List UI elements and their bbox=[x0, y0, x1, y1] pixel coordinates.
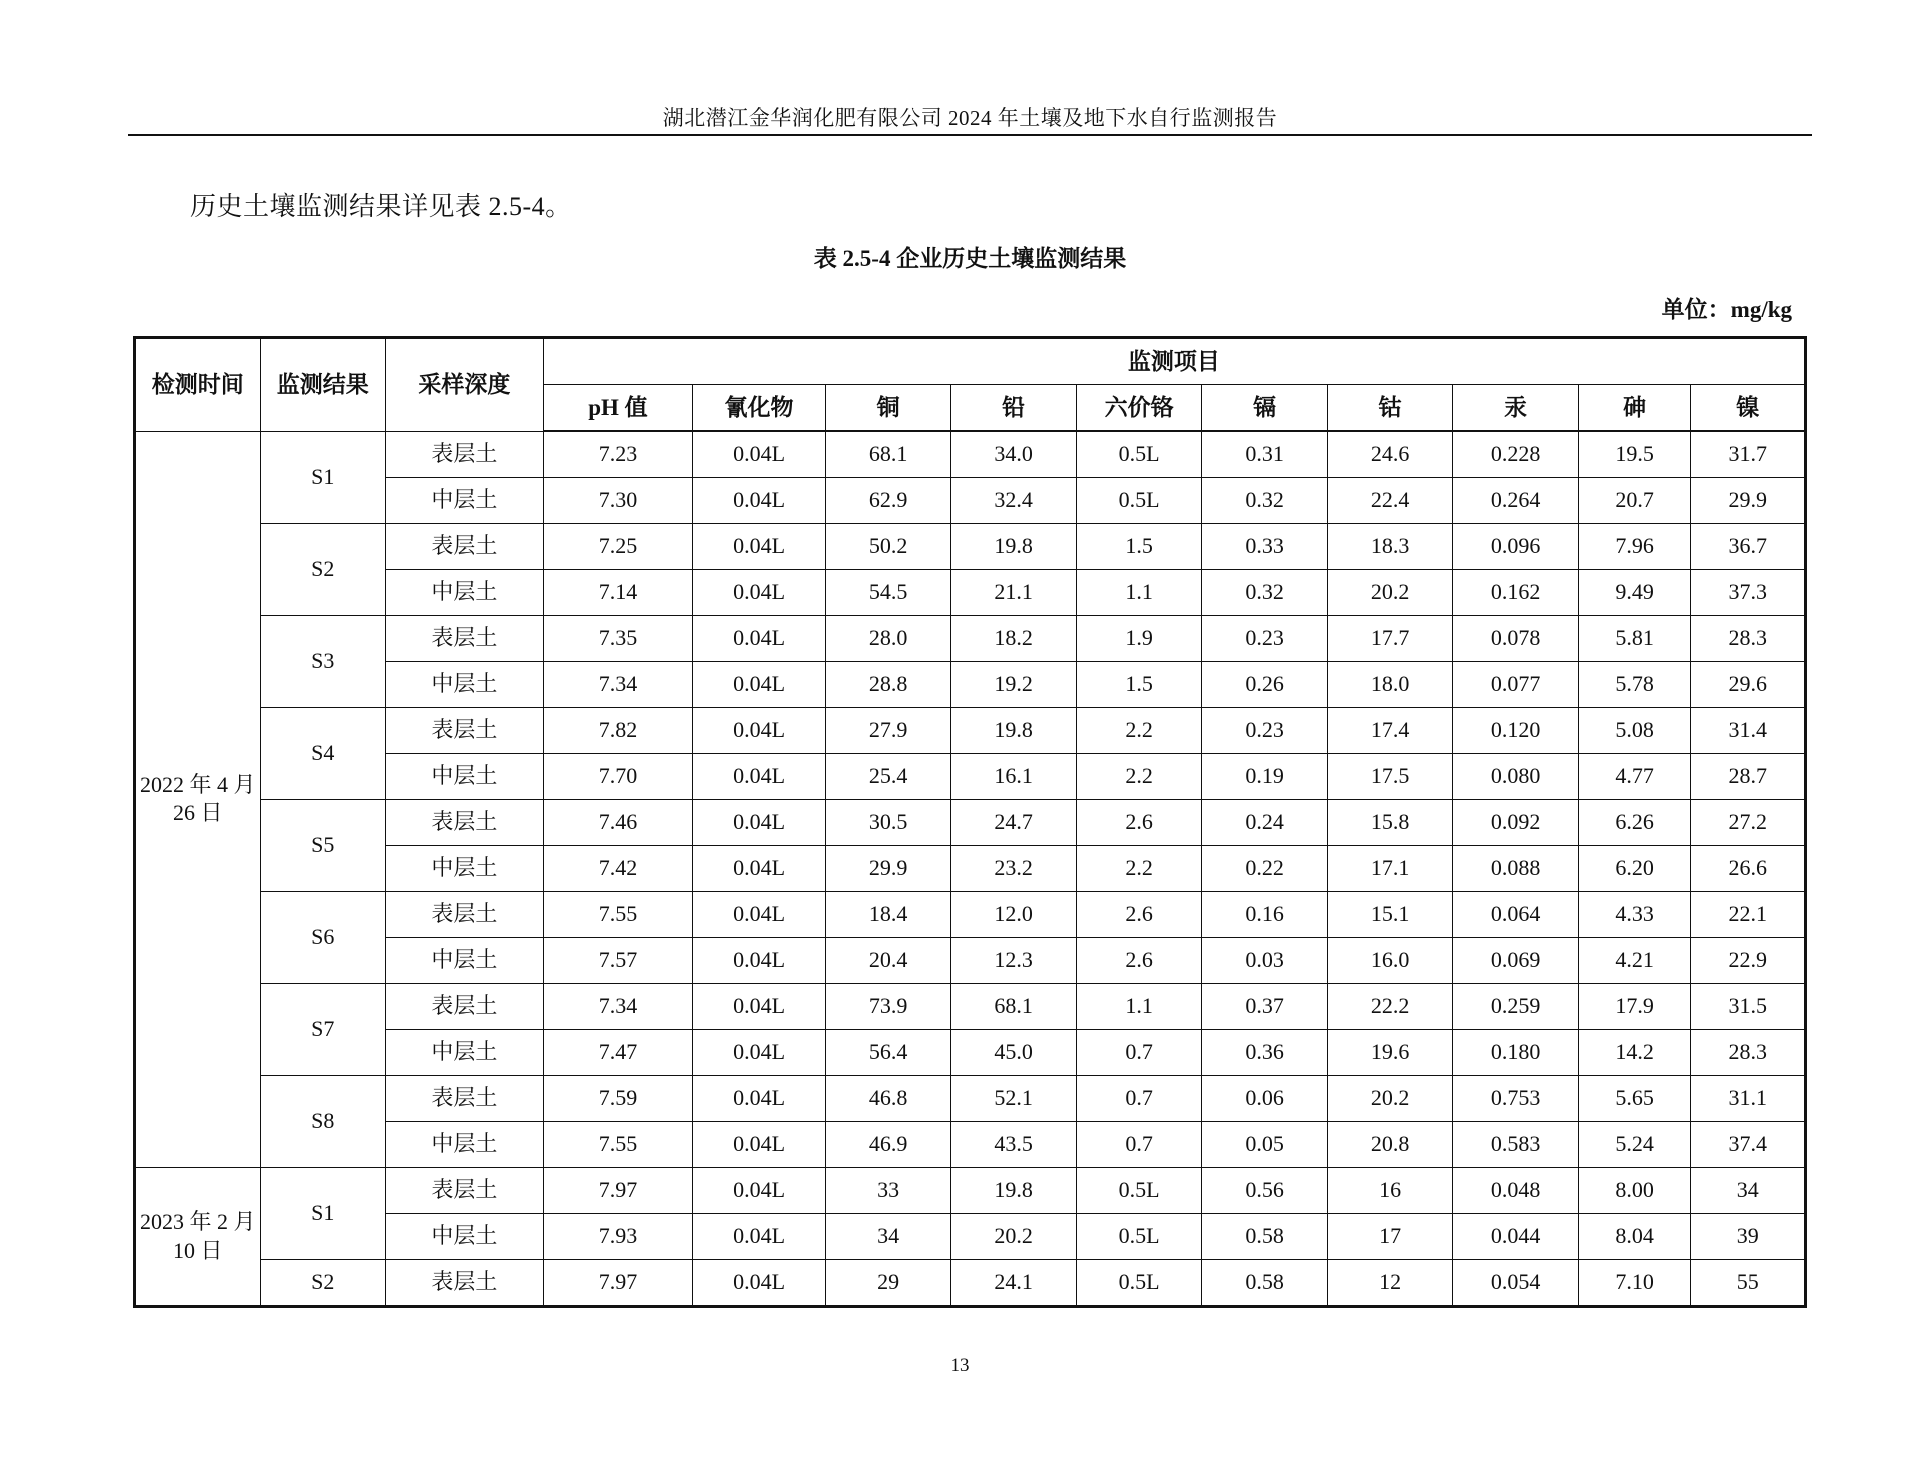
header-result: 监测结果 bbox=[260, 338, 386, 432]
value-cell: 31.1 bbox=[1691, 1076, 1806, 1122]
value-cell: 0.56 bbox=[1202, 1168, 1328, 1214]
value-cell: 28.0 bbox=[825, 616, 951, 662]
date-cell: 2022 年 4 月 26 日 bbox=[135, 431, 261, 1168]
value-cell: 7.35 bbox=[543, 616, 693, 662]
value-cell: 8.04 bbox=[1578, 1214, 1690, 1260]
value-cell: 2.2 bbox=[1076, 754, 1202, 800]
depth-cell: 中层土 bbox=[386, 662, 544, 708]
table-row bbox=[135, 754, 1806, 800]
value-cell: 55 bbox=[1691, 1260, 1806, 1307]
table-row bbox=[135, 431, 1806, 478]
value-cell: 73.9 bbox=[825, 984, 951, 1030]
value-cell: 0.069 bbox=[1453, 938, 1579, 984]
value-cell: 0.264 bbox=[1453, 478, 1579, 524]
value-cell: 0.7 bbox=[1076, 1122, 1202, 1168]
value-cell: 15.8 bbox=[1327, 800, 1453, 846]
header-nickel: 镍 bbox=[1691, 385, 1806, 432]
value-cell: 16 bbox=[1327, 1168, 1453, 1214]
table-row bbox=[135, 1076, 1806, 1122]
table-row bbox=[135, 524, 1806, 570]
value-cell: 18.4 bbox=[825, 892, 951, 938]
value-cell: 7.34 bbox=[543, 984, 693, 1030]
site-cell: S8 bbox=[260, 1076, 386, 1168]
value-cell: 36.7 bbox=[1691, 524, 1806, 570]
value-cell: 0.5L bbox=[1076, 1168, 1202, 1214]
value-cell: 20.2 bbox=[1327, 1076, 1453, 1122]
value-cell: 5.78 bbox=[1578, 662, 1690, 708]
value-cell: 1.9 bbox=[1076, 616, 1202, 662]
value-cell: 29.6 bbox=[1691, 662, 1806, 708]
value-cell: 27.2 bbox=[1691, 800, 1806, 846]
value-cell: 0.26 bbox=[1202, 662, 1328, 708]
value-cell: 22.9 bbox=[1691, 938, 1806, 984]
value-cell: 0.048 bbox=[1453, 1168, 1579, 1214]
value-cell: 29 bbox=[825, 1260, 951, 1307]
value-cell: 0.5L bbox=[1076, 1214, 1202, 1260]
value-cell: 0.04L bbox=[693, 570, 826, 616]
value-cell: 0.04L bbox=[693, 1214, 826, 1260]
table-row bbox=[135, 1168, 1806, 1214]
value-cell: 0.04L bbox=[693, 708, 826, 754]
value-cell: 7.97 bbox=[543, 1260, 693, 1307]
value-cell: 6.26 bbox=[1578, 800, 1690, 846]
depth-cell: 中层土 bbox=[386, 1214, 544, 1260]
value-cell: 7.30 bbox=[543, 478, 693, 524]
site-cell: S5 bbox=[260, 800, 386, 892]
value-cell: 62.9 bbox=[825, 478, 951, 524]
table-row bbox=[135, 616, 1806, 662]
value-cell: 0.092 bbox=[1453, 800, 1579, 846]
depth-cell: 表层土 bbox=[386, 431, 544, 478]
value-cell: 7.96 bbox=[1578, 524, 1690, 570]
value-cell: 12 bbox=[1327, 1260, 1453, 1307]
value-cell: 0.583 bbox=[1453, 1122, 1579, 1168]
value-cell: 7.42 bbox=[543, 846, 693, 892]
value-cell: 12.3 bbox=[951, 938, 1077, 984]
value-cell: 0.04L bbox=[693, 1168, 826, 1214]
header-time: 检测时间 bbox=[135, 338, 261, 432]
value-cell: 0.088 bbox=[1453, 846, 1579, 892]
value-cell: 17.9 bbox=[1578, 984, 1690, 1030]
value-cell: 28.3 bbox=[1691, 616, 1806, 662]
depth-cell: 表层土 bbox=[386, 616, 544, 662]
value-cell: 45.0 bbox=[951, 1030, 1077, 1076]
value-cell: 26.6 bbox=[1691, 846, 1806, 892]
table-row bbox=[135, 478, 1806, 524]
value-cell: 19.8 bbox=[951, 524, 1077, 570]
header-arsenic: 砷 bbox=[1578, 385, 1690, 432]
value-cell: 0.078 bbox=[1453, 616, 1579, 662]
value-cell: 5.81 bbox=[1578, 616, 1690, 662]
value-cell: 50.2 bbox=[825, 524, 951, 570]
value-cell: 7.55 bbox=[543, 892, 693, 938]
value-cell: 0.37 bbox=[1202, 984, 1328, 1030]
value-cell: 28.8 bbox=[825, 662, 951, 708]
depth-cell: 表层土 bbox=[386, 984, 544, 1030]
value-cell: 17 bbox=[1327, 1214, 1453, 1260]
value-cell: 52.1 bbox=[951, 1076, 1077, 1122]
value-cell: 0.5L bbox=[1076, 1260, 1202, 1307]
value-cell: 56.4 bbox=[825, 1030, 951, 1076]
site-cell: S1 bbox=[260, 1168, 386, 1260]
depth-cell: 表层土 bbox=[386, 1260, 544, 1307]
value-cell: 5.08 bbox=[1578, 708, 1690, 754]
value-cell: 7.59 bbox=[543, 1076, 693, 1122]
value-cell: 68.1 bbox=[951, 984, 1077, 1030]
value-cell: 7.93 bbox=[543, 1214, 693, 1260]
value-cell: 31.7 bbox=[1691, 431, 1806, 478]
value-cell: 0.23 bbox=[1202, 616, 1328, 662]
value-cell: 0.58 bbox=[1202, 1260, 1328, 1307]
value-cell: 9.49 bbox=[1578, 570, 1690, 616]
value-cell: 0.04L bbox=[693, 1076, 826, 1122]
value-cell: 17.1 bbox=[1327, 846, 1453, 892]
site-cell: S1 bbox=[260, 431, 386, 524]
value-cell: 32.4 bbox=[951, 478, 1077, 524]
page-header: 湖北潜江金华润化肥有限公司 2024 年土壤及地下水自行监测报告 bbox=[662, 106, 1278, 130]
value-cell: 18.2 bbox=[951, 616, 1077, 662]
value-cell: 33 bbox=[825, 1168, 951, 1214]
value-cell: 46.8 bbox=[825, 1076, 951, 1122]
value-cell: 0.04L bbox=[693, 524, 826, 570]
value-cell: 39 bbox=[1691, 1214, 1806, 1260]
table-header bbox=[135, 338, 1806, 432]
table-row bbox=[135, 1260, 1806, 1307]
value-cell: 22.1 bbox=[1691, 892, 1806, 938]
value-cell: 0.04L bbox=[693, 892, 826, 938]
value-cell: 17.5 bbox=[1327, 754, 1453, 800]
value-cell: 0.04L bbox=[693, 662, 826, 708]
value-cell: 34 bbox=[825, 1214, 951, 1260]
value-cell: 1.1 bbox=[1076, 984, 1202, 1030]
value-cell: 0.04L bbox=[693, 846, 826, 892]
value-cell: 0.120 bbox=[1453, 708, 1579, 754]
value-cell: 31.5 bbox=[1691, 984, 1806, 1030]
unit-label: 单位：mg/kg bbox=[1661, 297, 1792, 322]
value-cell: 1.1 bbox=[1076, 570, 1202, 616]
value-cell: 0.22 bbox=[1202, 846, 1328, 892]
header-row-main bbox=[135, 338, 1806, 385]
header-mercury: 汞 bbox=[1453, 385, 1579, 432]
table-title: 表 2.5-4 企业历史土壤监测结果 bbox=[813, 246, 1127, 271]
value-cell: 0.58 bbox=[1202, 1214, 1328, 1260]
value-cell: 34 bbox=[1691, 1168, 1806, 1214]
value-cell: 34.0 bbox=[951, 431, 1077, 478]
value-cell: 7.70 bbox=[543, 754, 693, 800]
value-cell: 18.0 bbox=[1327, 662, 1453, 708]
value-cell: 7.23 bbox=[543, 431, 693, 478]
header-items: 监测项目 bbox=[543, 338, 1805, 385]
value-cell: 7.97 bbox=[543, 1168, 693, 1214]
site-cell: S7 bbox=[260, 984, 386, 1076]
value-cell: 46.9 bbox=[825, 1122, 951, 1168]
value-cell: 2.6 bbox=[1076, 938, 1202, 984]
value-cell: 24.6 bbox=[1327, 431, 1453, 478]
value-cell: 0.064 bbox=[1453, 892, 1579, 938]
value-cell: 0.04L bbox=[693, 1030, 826, 1076]
value-cell: 0.31 bbox=[1202, 431, 1328, 478]
value-cell: 4.21 bbox=[1578, 938, 1690, 984]
value-cell: 7.10 bbox=[1578, 1260, 1690, 1307]
value-cell: 37.4 bbox=[1691, 1122, 1806, 1168]
table-row bbox=[135, 1214, 1806, 1260]
value-cell: 15.1 bbox=[1327, 892, 1453, 938]
value-cell: 8.00 bbox=[1578, 1168, 1690, 1214]
table-row bbox=[135, 1122, 1806, 1168]
value-cell: 0.24 bbox=[1202, 800, 1328, 846]
table-row bbox=[135, 662, 1806, 708]
depth-cell: 中层土 bbox=[386, 570, 544, 616]
value-cell: 0.7 bbox=[1076, 1030, 1202, 1076]
header-ph: pH 值 bbox=[543, 385, 693, 432]
value-cell: 7.25 bbox=[543, 524, 693, 570]
value-cell: 0.753 bbox=[1453, 1076, 1579, 1122]
value-cell: 7.34 bbox=[543, 662, 693, 708]
value-cell: 20.2 bbox=[951, 1214, 1077, 1260]
value-cell: 7.46 bbox=[543, 800, 693, 846]
value-cell: 0.04L bbox=[693, 938, 826, 984]
value-cell: 19.6 bbox=[1327, 1030, 1453, 1076]
depth-cell: 表层土 bbox=[386, 800, 544, 846]
intro-paragraph: 历史土壤监测结果详见表 2.5-4。 bbox=[190, 192, 572, 221]
value-cell: 0.04L bbox=[693, 1122, 826, 1168]
value-cell: 29.9 bbox=[1691, 478, 1806, 524]
value-cell: 54.5 bbox=[825, 570, 951, 616]
value-cell: 0.04L bbox=[693, 800, 826, 846]
site-cell: S2 bbox=[260, 524, 386, 616]
value-cell: 20.7 bbox=[1578, 478, 1690, 524]
value-cell: 30.5 bbox=[825, 800, 951, 846]
value-cell: 20.4 bbox=[825, 938, 951, 984]
site-cell: S6 bbox=[260, 892, 386, 984]
value-cell: 4.33 bbox=[1578, 892, 1690, 938]
header-depth: 采样深度 bbox=[386, 338, 544, 432]
value-cell: 0.077 bbox=[1453, 662, 1579, 708]
value-cell: 0.05 bbox=[1202, 1122, 1328, 1168]
value-cell: 68.1 bbox=[825, 431, 951, 478]
table-row bbox=[135, 892, 1806, 938]
value-cell: 24.7 bbox=[951, 800, 1077, 846]
value-cell: 29.9 bbox=[825, 846, 951, 892]
header-hexavalent-chromium: 六价铬 bbox=[1076, 385, 1202, 432]
value-cell: 7.14 bbox=[543, 570, 693, 616]
value-cell: 14.2 bbox=[1578, 1030, 1690, 1076]
depth-cell: 表层土 bbox=[386, 708, 544, 754]
site-cell: S2 bbox=[260, 1260, 386, 1307]
value-cell: 25.4 bbox=[825, 754, 951, 800]
value-cell: 22.2 bbox=[1327, 984, 1453, 1030]
table-row bbox=[135, 708, 1806, 754]
value-cell: 5.24 bbox=[1578, 1122, 1690, 1168]
value-cell: 27.9 bbox=[825, 708, 951, 754]
value-cell: 20.2 bbox=[1327, 570, 1453, 616]
depth-cell: 中层土 bbox=[386, 1030, 544, 1076]
date-cell: 2023 年 2 月 10 日 bbox=[135, 1168, 261, 1307]
value-cell: 0.04L bbox=[693, 431, 826, 478]
depth-cell: 中层土 bbox=[386, 1122, 544, 1168]
value-cell: 1.5 bbox=[1076, 662, 1202, 708]
value-cell: 2.2 bbox=[1076, 708, 1202, 754]
value-cell: 5.65 bbox=[1578, 1076, 1690, 1122]
value-cell: 0.04L bbox=[693, 616, 826, 662]
value-cell: 19.2 bbox=[951, 662, 1077, 708]
value-cell: 7.57 bbox=[543, 938, 693, 984]
value-cell: 0.04L bbox=[693, 478, 826, 524]
value-cell: 43.5 bbox=[951, 1122, 1077, 1168]
depth-cell: 表层土 bbox=[386, 524, 544, 570]
value-cell: 0.16 bbox=[1202, 892, 1328, 938]
value-cell: 0.19 bbox=[1202, 754, 1328, 800]
value-cell: 0.32 bbox=[1202, 478, 1328, 524]
header-copper: 铜 bbox=[825, 385, 951, 432]
value-cell: 4.77 bbox=[1578, 754, 1690, 800]
value-cell: 16.0 bbox=[1327, 938, 1453, 984]
value-cell: 18.3 bbox=[1327, 524, 1453, 570]
value-cell: 0.06 bbox=[1202, 1076, 1328, 1122]
table-row bbox=[135, 1030, 1806, 1076]
table-row bbox=[135, 570, 1806, 616]
depth-cell: 中层土 bbox=[386, 754, 544, 800]
table-body bbox=[135, 431, 1806, 1307]
header-divider bbox=[128, 134, 1812, 136]
value-cell: 28.7 bbox=[1691, 754, 1806, 800]
site-cell: S4 bbox=[260, 708, 386, 800]
value-cell: 0.36 bbox=[1202, 1030, 1328, 1076]
value-cell: 0.259 bbox=[1453, 984, 1579, 1030]
value-cell: 7.82 bbox=[543, 708, 693, 754]
value-cell: 23.2 bbox=[951, 846, 1077, 892]
value-cell: 31.4 bbox=[1691, 708, 1806, 754]
value-cell: 0.054 bbox=[1453, 1260, 1579, 1307]
value-cell: 19.5 bbox=[1578, 431, 1690, 478]
soil-monitoring-table bbox=[133, 336, 1807, 1308]
value-cell: 0.5L bbox=[1076, 431, 1202, 478]
depth-cell: 中层土 bbox=[386, 846, 544, 892]
header-cyanide: 氰化物 bbox=[693, 385, 826, 432]
value-cell: 0.04L bbox=[693, 984, 826, 1030]
value-cell: 0.5L bbox=[1076, 478, 1202, 524]
value-cell: 2.6 bbox=[1076, 892, 1202, 938]
value-cell: 22.4 bbox=[1327, 478, 1453, 524]
table-row bbox=[135, 938, 1806, 984]
site-cell: S3 bbox=[260, 616, 386, 708]
value-cell: 20.8 bbox=[1327, 1122, 1453, 1168]
value-cell: 17.4 bbox=[1327, 708, 1453, 754]
depth-cell: 表层土 bbox=[386, 1168, 544, 1214]
table-row bbox=[135, 846, 1806, 892]
table-row bbox=[135, 800, 1806, 846]
value-cell: 19.8 bbox=[951, 708, 1077, 754]
value-cell: 0.32 bbox=[1202, 570, 1328, 616]
value-cell: 0.23 bbox=[1202, 708, 1328, 754]
value-cell: 12.0 bbox=[951, 892, 1077, 938]
value-cell: 16.1 bbox=[951, 754, 1077, 800]
value-cell: 2.6 bbox=[1076, 800, 1202, 846]
value-cell: 0.162 bbox=[1453, 570, 1579, 616]
header-lead: 铅 bbox=[951, 385, 1077, 432]
depth-cell: 中层土 bbox=[386, 938, 544, 984]
value-cell: 28.3 bbox=[1691, 1030, 1806, 1076]
value-cell: 0.04L bbox=[693, 1260, 826, 1307]
value-cell: 6.20 bbox=[1578, 846, 1690, 892]
value-cell: 24.1 bbox=[951, 1260, 1077, 1307]
value-cell: 0.33 bbox=[1202, 524, 1328, 570]
value-cell: 21.1 bbox=[951, 570, 1077, 616]
value-cell: 7.47 bbox=[543, 1030, 693, 1076]
value-cell: 0.7 bbox=[1076, 1076, 1202, 1122]
value-cell: 19.8 bbox=[951, 1168, 1077, 1214]
depth-cell: 表层土 bbox=[386, 1076, 544, 1122]
value-cell: 2.2 bbox=[1076, 846, 1202, 892]
value-cell: 7.55 bbox=[543, 1122, 693, 1168]
value-cell: 1.5 bbox=[1076, 524, 1202, 570]
depth-cell: 表层土 bbox=[386, 892, 544, 938]
value-cell: 0.096 bbox=[1453, 524, 1579, 570]
value-cell: 17.7 bbox=[1327, 616, 1453, 662]
value-cell: 0.04L bbox=[693, 754, 826, 800]
value-cell: 0.180 bbox=[1453, 1030, 1579, 1076]
header-cobalt: 钴 bbox=[1327, 385, 1453, 432]
header-cadmium: 镉 bbox=[1202, 385, 1328, 432]
value-cell: 0.03 bbox=[1202, 938, 1328, 984]
value-cell: 0.228 bbox=[1453, 431, 1579, 478]
depth-cell: 中层土 bbox=[386, 478, 544, 524]
page-number: 13 bbox=[950, 1355, 970, 1376]
value-cell: 0.080 bbox=[1453, 754, 1579, 800]
value-cell: 37.3 bbox=[1691, 570, 1806, 616]
table-row bbox=[135, 984, 1806, 1030]
value-cell: 0.044 bbox=[1453, 1214, 1579, 1260]
